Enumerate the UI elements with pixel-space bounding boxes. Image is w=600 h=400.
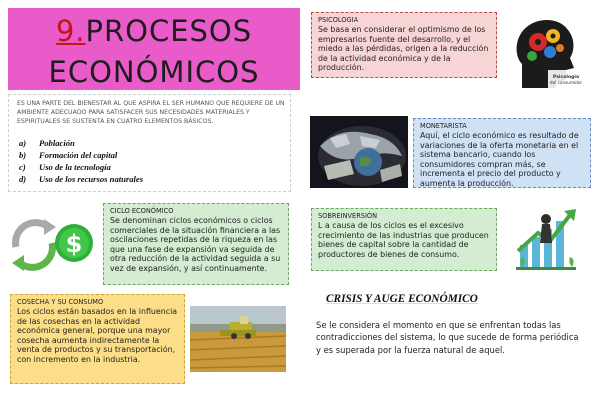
- monetarista-card: [413, 118, 591, 188]
- brain-image: [508, 12, 584, 88]
- harvest-image: [190, 306, 286, 372]
- psicologia-text: Se basa en considerar el optimismo de los empresarios fuente del desarrollo, y el miedo a las pérdidas, origen a la reducción de la actividad económica y de la producción.: [318, 25, 489, 73]
- psicologia-card: [311, 12, 497, 78]
- growth-image: [512, 203, 584, 275]
- ciclo-economico-card: [103, 203, 289, 285]
- crisis-title: CRISIS Y AUGE ECONÓMICO: [326, 293, 478, 305]
- dollar-coin-icon: [55, 224, 93, 262]
- ciclo-text: Se denominan ciclos económicos o ciclos comerciales de la situación financiera a las oscilaciones repetidas de la riqueza en las que una fase de expansión va seguida de otra reducción de la actividad seguida a su vez de expansión, y así continuamente.: [110, 216, 281, 273]
- brain-caption-line2: del consumidor: [549, 80, 583, 85]
- list-item-letter: a): [19, 138, 27, 148]
- list-item-label: Población: [39, 138, 75, 148]
- brain-gears-icon: [508, 12, 584, 88]
- list-item-letter: b): [19, 150, 27, 160]
- cosecha-card: [10, 294, 185, 384]
- svg-text:$: $: [65, 230, 83, 258]
- recycle-arrows-icon: [12, 219, 56, 271]
- intro-paragraph: ES UNA PARTE DEL BIENESTAR AL QUE ASPIRA EL SER HUMANO QUE REQUIERE DE UN AMBIENTE ADECUADO PARA SATISFACER SUS NECESIDADES MATERIALES Y ESPIRITUALES SE SUSTENTA EN CUATRO ELEMENTOS BÁSICOS.: [17, 100, 285, 125]
- intro-section: [8, 94, 291, 192]
- page-title-line2: ECONÓMICOS: [48, 55, 260, 89]
- page-title-line1: [8, 14, 300, 48]
- list-item: [19, 161, 289, 173]
- cosecha-heading: COSECHA Y SU CONSUMO: [17, 298, 104, 306]
- list-item: [19, 149, 289, 161]
- list-item: [19, 137, 289, 149]
- crisis-text: Se le considera el momento en que se enfrentan todas las contradicciones del sistema, lo que sucede de forma periódica y es superada por la fuerza natural de aquel.: [316, 320, 579, 355]
- recycle-money-image: [8, 213, 96, 273]
- title-word1: PROCESOS: [85, 14, 253, 48]
- sobreinversion-heading: SOBREINVERSIÓN: [318, 212, 378, 220]
- psicologia-heading: PSICOLOGIA: [318, 16, 359, 24]
- list-item-letter: c): [19, 162, 26, 172]
- list-item-label: Uso de la tecnología: [39, 162, 111, 172]
- sobreinversion-text: L a causa de los ciclos es el excesivo crecimiento de las industrias que producen bienes de capital sobre la cantidad de productores de bienes de consumo.: [318, 221, 489, 259]
- brain-caption-line1: Psicología: [552, 75, 580, 80]
- list-item-letter: d): [19, 174, 27, 184]
- growth-chart-icon: [512, 203, 584, 275]
- list-item-label: Formación del capital: [39, 150, 118, 160]
- title-number: 9.: [55, 14, 86, 48]
- sobreinversion-card: [311, 208, 497, 271]
- cosecha-text: Los ciclos están basados en la influencia de las cosechas en la actividad económica general, porque una mayor cosecha aumenta indirectamente la venta de productos y su transportación, con incremento en la industria.: [17, 307, 178, 364]
- globe-money-icon: [310, 116, 408, 188]
- title-banner: [8, 8, 300, 90]
- monetarista-heading: MONETARISTA: [420, 122, 467, 130]
- earth-money-image: [310, 116, 408, 188]
- list-item: [19, 173, 289, 185]
- monetarista-text: Aquí, el ciclo económico es resultado de variaciones de la oferta monetaria en el sistema bancario, cuando los consumidores compran más, se incrementa el precio del producto y aumenta la producción.: [420, 131, 579, 188]
- harvester-field-icon: [190, 306, 286, 372]
- ciclo-heading: CICLO ECONÓMICO: [110, 207, 174, 215]
- list-item-label: Uso de los recursos naturales: [39, 174, 144, 184]
